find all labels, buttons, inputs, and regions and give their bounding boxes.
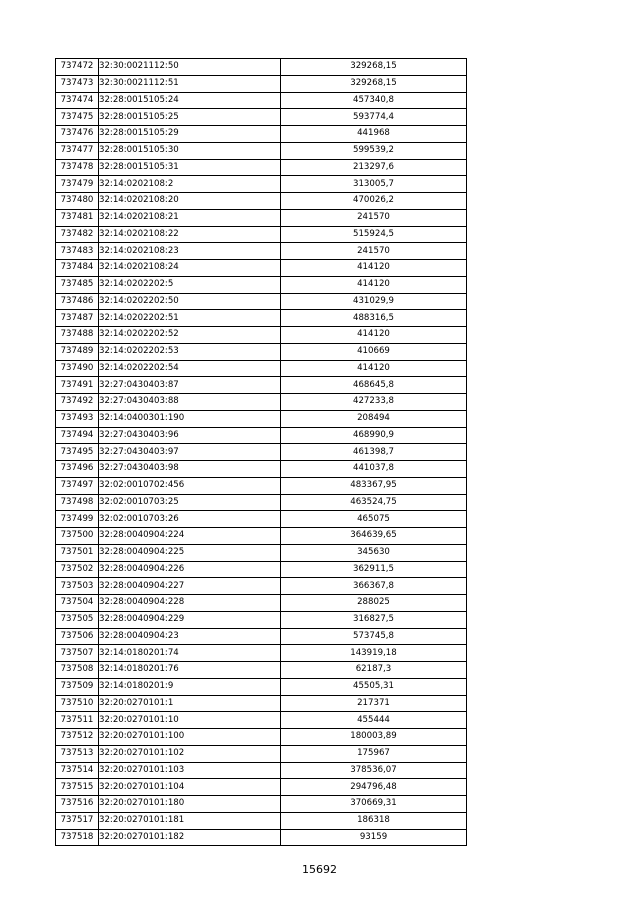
- table-row: [56, 779, 467, 796]
- table-row: [56, 611, 467, 628]
- table-row: [56, 394, 467, 411]
- cadastral-number-cell: 32:30:0021112:51: [99, 75, 281, 92]
- value-cell: 410669: [281, 343, 467, 360]
- cadastral-number-cell: 32:27:0430403:88: [99, 394, 281, 411]
- value-cell: 483367,95: [281, 477, 467, 494]
- row-id-cell: 737493: [56, 410, 99, 427]
- table-row: [56, 729, 467, 746]
- value-cell: 414120: [281, 260, 467, 277]
- row-id-cell: 737499: [56, 511, 99, 528]
- cadastral-number-cell: 32:27:0430403:87: [99, 377, 281, 394]
- table-row: [56, 695, 467, 712]
- value-cell: 470026,2: [281, 193, 467, 210]
- data-table: [55, 58, 467, 846]
- cadastral-number-cell: 32:02:0010703:26: [99, 511, 281, 528]
- value-cell: 288025: [281, 595, 467, 612]
- table-row: [56, 193, 467, 210]
- page-number: 15692: [302, 863, 337, 876]
- value-cell: 366367,8: [281, 578, 467, 595]
- table-row: [56, 427, 467, 444]
- value-cell: 175967: [281, 745, 467, 762]
- row-id-cell: 737472: [56, 59, 99, 76]
- cadastral-number-cell: 32:14:0202202:50: [99, 293, 281, 310]
- cadastral-number-cell: 32:28:0040904:226: [99, 561, 281, 578]
- table-row: [56, 578, 467, 595]
- table-row: [56, 477, 467, 494]
- table-row: [56, 812, 467, 829]
- row-id-cell: 737479: [56, 176, 99, 193]
- cadastral-number-cell: 32:20:0270101:1: [99, 695, 281, 712]
- value-cell: 457340,8: [281, 92, 467, 109]
- cadastral-number-cell: 32:14:0202108:24: [99, 260, 281, 277]
- value-cell: 427233,8: [281, 394, 467, 411]
- row-id-cell: 737495: [56, 444, 99, 461]
- table-row: [56, 360, 467, 377]
- value-cell: 370669,31: [281, 796, 467, 813]
- cadastral-number-cell: 32:28:0040904:23: [99, 628, 281, 645]
- table-row: [56, 511, 467, 528]
- cadastral-number-cell: 32:14:0180201:76: [99, 662, 281, 679]
- table-row: [56, 327, 467, 344]
- value-cell: 461398,7: [281, 444, 467, 461]
- cadastral-number-cell: 32:20:0270101:100: [99, 729, 281, 746]
- table-row: [56, 159, 467, 176]
- value-cell: 414120: [281, 276, 467, 293]
- table-row: [56, 561, 467, 578]
- row-id-cell: 737510: [56, 695, 99, 712]
- cadastral-number-cell: 32:27:0430403:96: [99, 427, 281, 444]
- table-row: [56, 75, 467, 92]
- row-id-cell: 737473: [56, 75, 99, 92]
- table-row: [56, 628, 467, 645]
- table-row: [56, 662, 467, 679]
- cadastral-number-cell: 32:28:0040904:224: [99, 528, 281, 545]
- value-cell: 180003,89: [281, 729, 467, 746]
- cadastral-number-cell: 32:28:0040904:225: [99, 544, 281, 561]
- cadastral-number-cell: 32:28:0040904:229: [99, 611, 281, 628]
- row-id-cell: 737498: [56, 494, 99, 511]
- cadastral-number-cell: 32:20:0270101:102: [99, 745, 281, 762]
- cadastral-number-cell: 32:14:0202202:53: [99, 343, 281, 360]
- table-row: [56, 595, 467, 612]
- cadastral-number-cell: 32:28:0015105:25: [99, 109, 281, 126]
- table-row: [56, 712, 467, 729]
- row-id-cell: 737476: [56, 126, 99, 143]
- row-id-cell: 737506: [56, 628, 99, 645]
- value-cell: 441968: [281, 126, 467, 143]
- table-row: [56, 226, 467, 243]
- cadastral-number-cell: 32:20:0270101:103: [99, 762, 281, 779]
- value-cell: 186318: [281, 812, 467, 829]
- row-id-cell: 737505: [56, 611, 99, 628]
- row-id-cell: 737502: [56, 561, 99, 578]
- row-id-cell: 737475: [56, 109, 99, 126]
- cadastral-number-cell: 32:20:0270101:181: [99, 812, 281, 829]
- table-row: [56, 645, 467, 662]
- cadastral-number-cell: 32:14:0400301:190: [99, 410, 281, 427]
- value-cell: 345630: [281, 544, 467, 561]
- value-cell: 414120: [281, 360, 467, 377]
- value-cell: 316827,5: [281, 611, 467, 628]
- row-id-cell: 737508: [56, 662, 99, 679]
- row-id-cell: 737512: [56, 729, 99, 746]
- row-id-cell: 737483: [56, 243, 99, 260]
- row-id-cell: 737503: [56, 578, 99, 595]
- value-cell: 362911,5: [281, 561, 467, 578]
- row-id-cell: 737504: [56, 595, 99, 612]
- cadastral-number-cell: 32:28:0015105:24: [99, 92, 281, 109]
- table-row: [56, 109, 467, 126]
- table-row: [56, 377, 467, 394]
- row-id-cell: 737481: [56, 209, 99, 226]
- cadastral-number-cell: 32:14:0180201:74: [99, 645, 281, 662]
- cadastral-number-cell: 32:28:0015105:30: [99, 142, 281, 159]
- value-cell: 313005,7: [281, 176, 467, 193]
- value-cell: 431029,9: [281, 293, 467, 310]
- table-row: [56, 209, 467, 226]
- table-row: [56, 176, 467, 193]
- table-row: [56, 92, 467, 109]
- value-cell: 468990,9: [281, 427, 467, 444]
- row-id-cell: 737511: [56, 712, 99, 729]
- row-id-cell: 737486: [56, 293, 99, 310]
- table-row: [56, 410, 467, 427]
- row-id-cell: 737515: [56, 779, 99, 796]
- table-row: [56, 260, 467, 277]
- value-cell: 573745,8: [281, 628, 467, 645]
- row-id-cell: 737500: [56, 528, 99, 545]
- row-id-cell: 737518: [56, 829, 99, 846]
- row-id-cell: 737501: [56, 544, 99, 561]
- row-id-cell: 737482: [56, 226, 99, 243]
- table-row: [56, 528, 467, 545]
- cadastral-number-cell: 32:28:0040904:227: [99, 578, 281, 595]
- row-id-cell: 737513: [56, 745, 99, 762]
- table-row: [56, 444, 467, 461]
- cadastral-number-cell: 32:27:0430403:98: [99, 461, 281, 478]
- value-cell: 241570: [281, 243, 467, 260]
- row-id-cell: 737489: [56, 343, 99, 360]
- table-row: [56, 745, 467, 762]
- table-row: [56, 59, 467, 76]
- value-cell: 217371: [281, 695, 467, 712]
- cadastral-number-cell: 32:14:0202202:52: [99, 327, 281, 344]
- table-row: [56, 678, 467, 695]
- row-id-cell: 737514: [56, 762, 99, 779]
- value-cell: 93159: [281, 829, 467, 846]
- cadastral-number-cell: 32:14:0202202:54: [99, 360, 281, 377]
- cadastral-number-cell: 32:20:0270101:104: [99, 779, 281, 796]
- value-cell: 468645,8: [281, 377, 467, 394]
- value-cell: 593774,4: [281, 109, 467, 126]
- cadastral-number-cell: 32:28:0015105:31: [99, 159, 281, 176]
- cadastral-number-cell: 32:14:0202108:22: [99, 226, 281, 243]
- value-cell: 143919,18: [281, 645, 467, 662]
- row-id-cell: 737477: [56, 142, 99, 159]
- table-row: [56, 796, 467, 813]
- value-cell: 45505,31: [281, 678, 467, 695]
- table-row: [56, 461, 467, 478]
- table-row: [56, 544, 467, 561]
- value-cell: 329268,15: [281, 59, 467, 76]
- row-id-cell: 737507: [56, 645, 99, 662]
- cadastral-number-cell: 32:14:0202108:2: [99, 176, 281, 193]
- table-row: [56, 142, 467, 159]
- row-id-cell: 737496: [56, 461, 99, 478]
- row-id-cell: 737490: [56, 360, 99, 377]
- row-id-cell: 737497: [56, 477, 99, 494]
- value-cell: 213297,6: [281, 159, 467, 176]
- value-cell: 414120: [281, 327, 467, 344]
- cadastral-number-cell: 32:14:0202202:5: [99, 276, 281, 293]
- row-id-cell: 737516: [56, 796, 99, 813]
- cadastral-number-cell: 32:28:0040904:228: [99, 595, 281, 612]
- value-cell: 378536,07: [281, 762, 467, 779]
- table-row: [56, 243, 467, 260]
- value-cell: 515924,5: [281, 226, 467, 243]
- row-id-cell: 737480: [56, 193, 99, 210]
- row-id-cell: 737488: [56, 327, 99, 344]
- row-id-cell: 737509: [56, 678, 99, 695]
- cadastral-number-cell: 32:14:0202108:23: [99, 243, 281, 260]
- cadastral-number-cell: 32:30:0021112:50: [99, 59, 281, 76]
- value-cell: 364639,65: [281, 528, 467, 545]
- cadastral-number-cell: 32:02:0010703:25: [99, 494, 281, 511]
- row-id-cell: 737485: [56, 276, 99, 293]
- value-cell: 241570: [281, 209, 467, 226]
- value-cell: 62187,3: [281, 662, 467, 679]
- cadastral-number-cell: 32:14:0202108:21: [99, 209, 281, 226]
- cadastral-number-cell: 32:28:0015105:29: [99, 126, 281, 143]
- value-cell: 599539,2: [281, 142, 467, 159]
- table-row: [56, 762, 467, 779]
- value-cell: 488316,5: [281, 310, 467, 327]
- cadastral-number-cell: 32:02:0010702:456: [99, 477, 281, 494]
- cadastral-number-cell: 32:14:0202108:20: [99, 193, 281, 210]
- cadastral-number-cell: 32:20:0270101:182: [99, 829, 281, 846]
- row-id-cell: 737491: [56, 377, 99, 394]
- table-row: [56, 343, 467, 360]
- value-cell: 463524,75: [281, 494, 467, 511]
- row-id-cell: 737484: [56, 260, 99, 277]
- table-row: [56, 494, 467, 511]
- row-id-cell: 737487: [56, 310, 99, 327]
- cadastral-number-cell: 32:20:0270101:180: [99, 796, 281, 813]
- value-cell: 208494: [281, 410, 467, 427]
- table-row: [56, 310, 467, 327]
- cadastral-number-cell: 32:14:0202202:51: [99, 310, 281, 327]
- row-id-cell: 737494: [56, 427, 99, 444]
- value-cell: 455444: [281, 712, 467, 729]
- table-body: [56, 59, 467, 846]
- table-row: [56, 276, 467, 293]
- table-row: [56, 829, 467, 846]
- cadastral-number-cell: 32:14:0180201:9: [99, 678, 281, 695]
- value-cell: 329268,15: [281, 75, 467, 92]
- value-cell: 441037,8: [281, 461, 467, 478]
- row-id-cell: 737478: [56, 159, 99, 176]
- cadastral-number-cell: 32:27:0430403:97: [99, 444, 281, 461]
- value-cell: 465075: [281, 511, 467, 528]
- row-id-cell: 737474: [56, 92, 99, 109]
- value-cell: 294796,48: [281, 779, 467, 796]
- row-id-cell: 737492: [56, 394, 99, 411]
- table-row: [56, 126, 467, 143]
- cadastral-number-cell: 32:20:0270101:10: [99, 712, 281, 729]
- row-id-cell: 737517: [56, 812, 99, 829]
- table-row: [56, 293, 467, 310]
